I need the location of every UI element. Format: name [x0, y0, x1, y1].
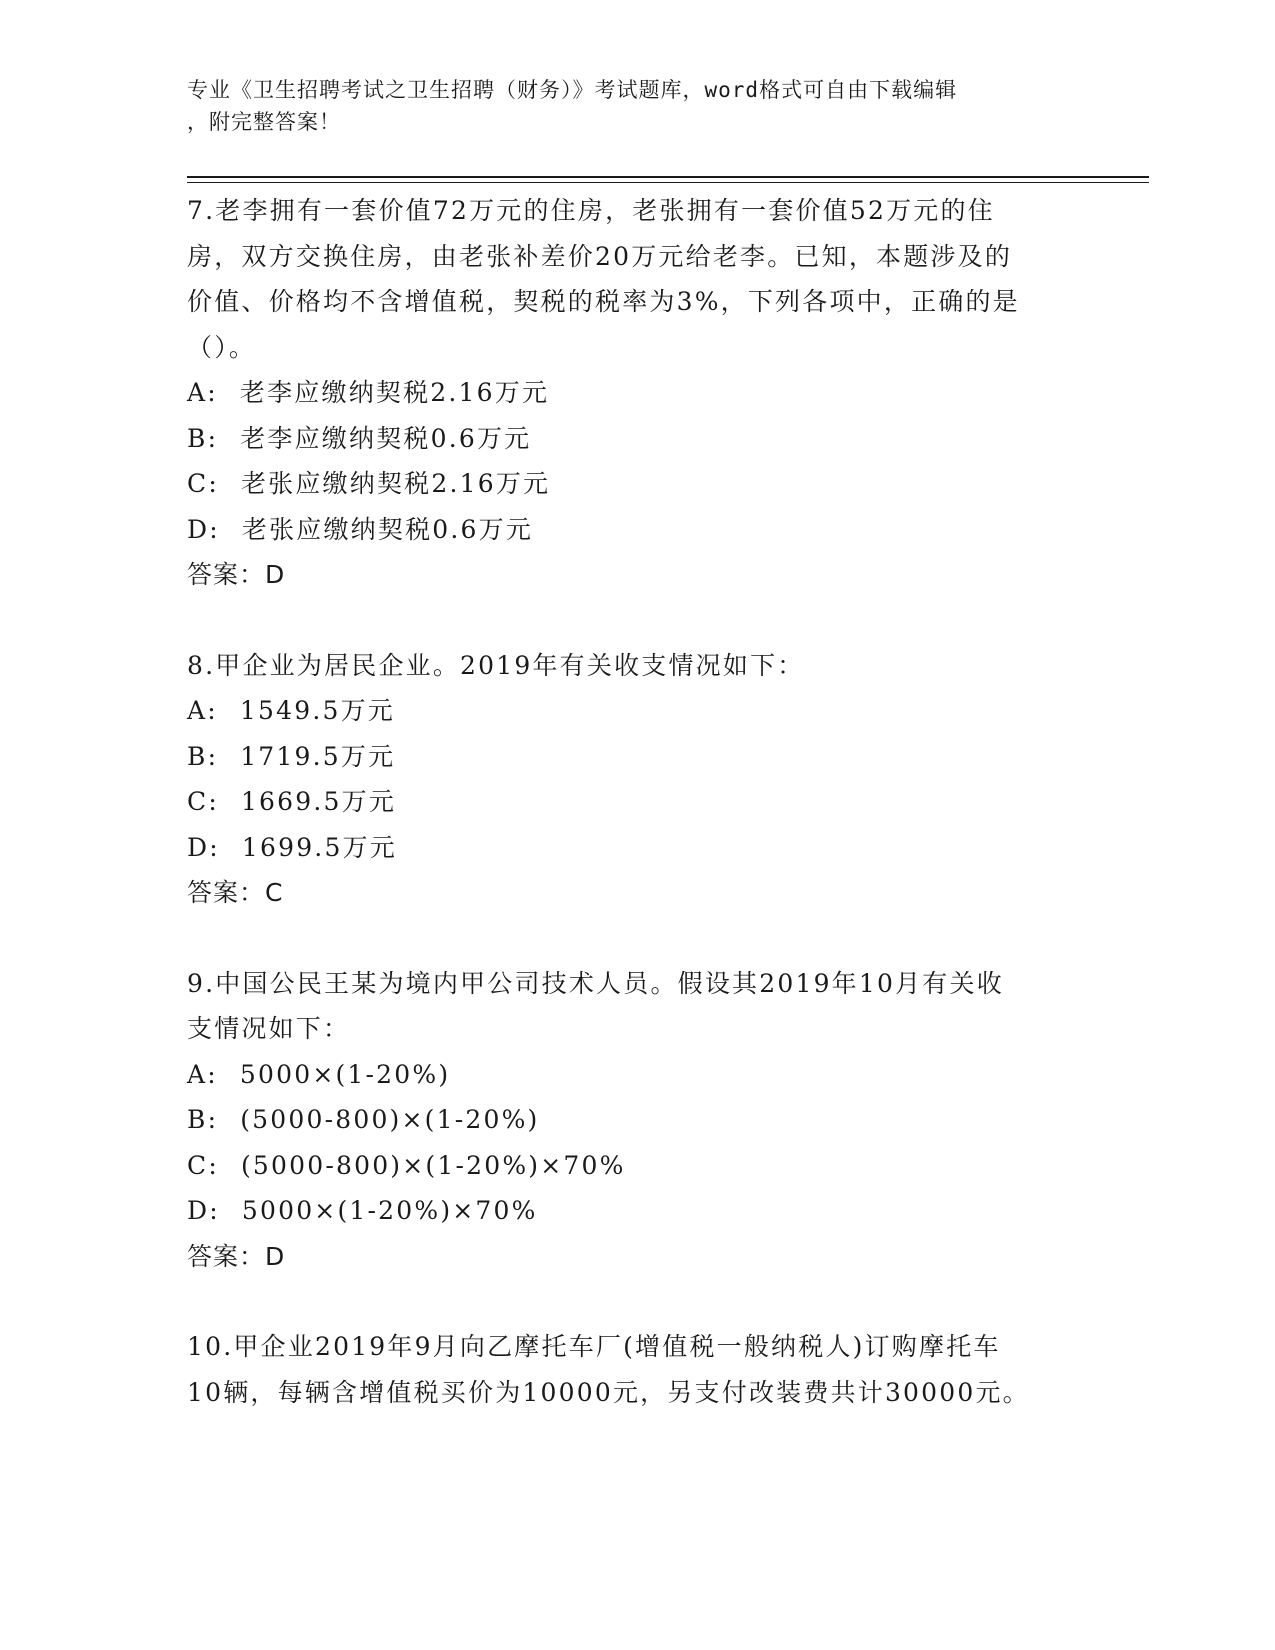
option-letter: D:: [187, 1196, 220, 1225]
option-text: 1719.5万元: [240, 741, 396, 771]
question-stem-line: 10辆，每辆含增值税买价为10000元，另支付改装费共计30000元。: [187, 1377, 1030, 1407]
header-divider-thin: [187, 182, 1149, 183]
option-b: [187, 1097, 1087, 1143]
option-letter: C:: [187, 787, 219, 816]
option-a: [187, 688, 1087, 734]
option-letter: B:: [187, 1105, 219, 1134]
option-d: [187, 1188, 1087, 1234]
option-text: 老李应缴纳契税2.16万元: [239, 378, 550, 407]
option-letter: C:: [187, 1150, 219, 1180]
question-stem-line: 房，双方交换住房，由老张补差价20万元给老李。已知，本题涉及的: [187, 241, 1013, 271]
option-letter: A:: [187, 1059, 218, 1089]
option-c: [187, 461, 1087, 507]
option-text: 1699.5万元: [241, 832, 397, 862]
question-stem-line: 支情况如下：: [187, 1014, 351, 1043]
option-text: 1549.5万元: [239, 696, 395, 725]
question-stem-line: 9.中国公民王某为境内甲公司技术人员。假设其2019年10月有关收: [187, 968, 1004, 998]
question-8: [187, 643, 1087, 916]
option-text: 5000×(1-20%): [239, 1059, 451, 1089]
header-line-2: ，附完整答案！: [187, 110, 341, 134]
option-text: 1669.5万元: [240, 787, 397, 816]
option-d: [187, 825, 1087, 871]
question-list: [187, 188, 1087, 1415]
question-9: [187, 961, 1087, 1280]
question-10: [187, 1324, 1087, 1415]
question-stem-line: （）。: [187, 332, 257, 362]
option-a: [187, 370, 1087, 416]
option-letter: A:: [187, 696, 218, 725]
option-a: [187, 1052, 1087, 1098]
option-d: [187, 507, 1087, 553]
answer-line: 答案：D: [187, 1241, 286, 1271]
option-letter: D:: [187, 514, 220, 544]
document-header: [187, 74, 1067, 138]
option-text: 5000×(1-20%)×70%: [241, 1196, 538, 1225]
answer-line: 答案：C: [187, 878, 284, 907]
option-text: 老张应缴纳契税2.16万元: [240, 469, 551, 498]
question-stem-line: 7.老李拥有一套价值72万元的住房，老张拥有一套价值52万元的住: [187, 196, 995, 225]
option-b: [187, 416, 1087, 462]
option-text: 老李应缴纳契税0.6万元: [240, 423, 532, 453]
question-stem-line: 10.甲企业2019年9月向乙摩托车厂(增值税一般纳税人)订购摩托车: [187, 1332, 1001, 1361]
option-text: 老张应缴纳契税0.6万元: [241, 514, 534, 544]
answer-line: 答案：D: [187, 560, 286, 589]
question-stem-line: 8.甲企业为居民企业。2019年有关收支情况如下：: [187, 650, 805, 680]
option-letter: D:: [187, 832, 220, 862]
option-text: (5000-800)×(1-20%)×70%: [240, 1150, 626, 1180]
option-letter: C:: [187, 469, 219, 498]
option-text: (5000-800)×(1-20%): [240, 1105, 540, 1134]
header-divider-thick: [187, 176, 1149, 178]
question-7: [187, 188, 1087, 598]
option-b: [187, 734, 1087, 780]
option-c: [187, 1143, 1087, 1189]
header-line-1: 专业《卫生招聘考试之卫生招聘（财务）》考试题库，word格式可自由下载编辑: [187, 78, 958, 102]
option-c: [187, 779, 1087, 825]
option-letter: A:: [187, 378, 218, 407]
question-stem-line: 价值、价格均不含增值税，契税的税率为3%，下列各项中，正确的是: [187, 287, 1020, 316]
option-letter: B:: [187, 423, 219, 453]
option-letter: B:: [187, 741, 219, 771]
